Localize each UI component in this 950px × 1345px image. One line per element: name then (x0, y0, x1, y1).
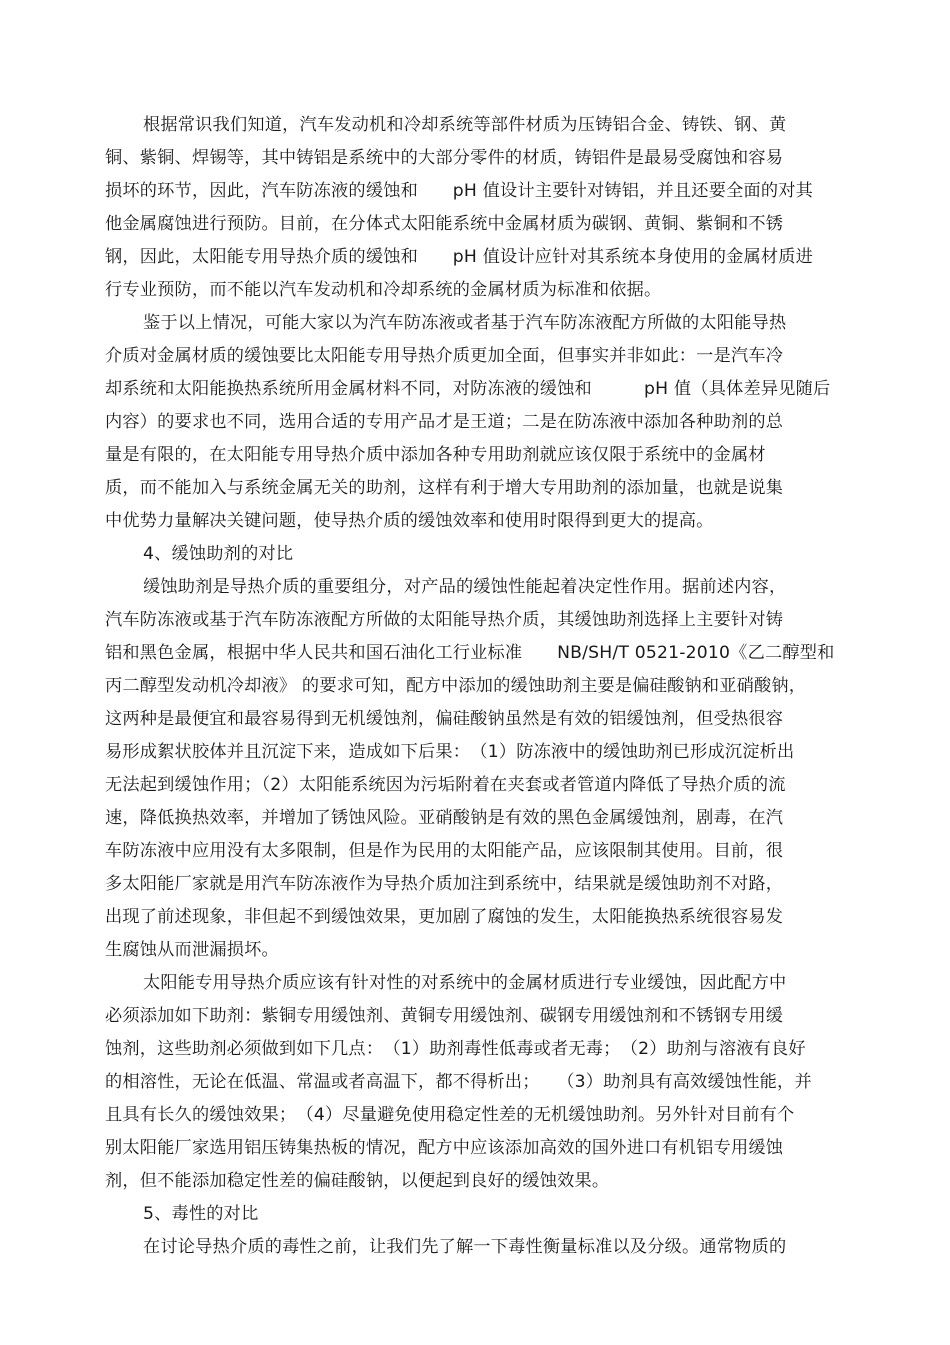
section-heading: 4、缓蚀助剂的对比 (143, 544, 294, 564)
text-line: 质，而不能加入与系统金属无关的助剂，这样有利于增大专用助剂的添加量，也就是说集 (105, 478, 784, 498)
text-line: 却系统和太阳能换热系统所用金属材料不同，对防冻液的缓蚀和 pH 值（具体差异见随后 (105, 379, 831, 399)
text-line: 缓蚀助剂是导热介质的重要组分，对产品的缓蚀性能起着决定性作用。据前述内容， (143, 577, 787, 597)
section-heading: 5、毒性的对比 (143, 1204, 259, 1224)
text-line: 速，降低换热效率，并增加了锈蚀风险。亚硝酸钠是有效的黑色金属缓蚀剂，剧毒，在汽 (105, 808, 784, 828)
text-line: 汽车防冻液或基于汽车防冻液配方所做的太阳能导热介质，其缓蚀助剂选择上主要针对铸 (105, 610, 784, 630)
text-line: 必须添加如下助剂：紫铜专用缓蚀剂、黄铜专用缓蚀剂、碳钢专用缓蚀剂和不锈钢专用缓 (105, 1006, 784, 1026)
text-line: 根据常识我们知道，汽车发动机和冷却系统等部件材质为压铸铝合金、铸铁、钢、黄 (143, 115, 787, 135)
text-line: 出现了前述现象，非但起不到缓蚀效果，更加剧了腐蚀的发生，太阳能换热系统很容易发 (105, 907, 784, 927)
text-line: 铝和黑色金属，根据中华人民共和国石油化工行业标准 NB/SH/T 0521-2010《乙二醇型和 (105, 643, 835, 663)
text-line: 行专业预防，而不能以汽车发动机和冷却系统的金属材质为标准和依据。 (105, 280, 662, 300)
text-line: 别太阳能厂家选用铝压铸集热板的情况，配方中应该添加高效的国外进口有机铝专用缓蚀 (105, 1138, 784, 1158)
text-line: 丙二醇型发动机冷却液》 的要求可知，配方中添加的缓蚀助剂主要是偏硅酸钠和亚硝酸钠， (105, 676, 807, 696)
text-line: 蚀剂，这些助剂必须做到如下几点： （1）助剂毒性低毒或者无毒； （2）助剂与溶液有良好 (105, 1039, 806, 1059)
text-line: 损坏的环节，因此，汽车防冻液的缓蚀和 pH 值设计主要针对铸铝，并且还要全面的对其 (105, 181, 814, 201)
text-line: 的相溶性，无论在低温、常温或者高温下，都不得析出； （3）助剂具有高效缓蚀性能，并 (105, 1072, 812, 1092)
text-line: 内容）的要求也不同，选用合适的专用产品才是王道；二是在防冻液中添加各种助剂的总 (105, 412, 784, 432)
text-line: 太阳能专用导热介质应该有针对性的对系统中的金属材质进行专业缓蚀，因此配方中 (143, 973, 787, 993)
text-line: 且具有长久的缓蚀效果； （4）尽量避免使用稳定性差的无机缓蚀助剂。另外针对目前有个 (105, 1105, 795, 1125)
text-line: 铜、紫铜、焊锡等，其中铸铝是系统中的大部分零件的材质，铸铝件是最易受腐蚀和容易 (105, 148, 784, 168)
text-line: 钢，因此，太阳能专用导热介质的缓蚀和 pH 值设计应针对其系统本身使用的金属材质进 (105, 247, 814, 267)
text-line: 中优势力量解决关键问题，使导热介质的缓蚀效率和使用时限得到更大的提高。 (105, 511, 714, 531)
text-line: 在讨论导热介质的毒性之前，让我们先了解一下毒性衡量标准以及分级。通常物质的 (143, 1237, 787, 1257)
text-line: 介质对金属材质的缓蚀要比太阳能专用导热介质更加全面，但事实并非如此：一是汽车冷 (105, 346, 784, 366)
text-line: 这两种是最便宜和最容易得到无机缓蚀剂，偏硅酸钠虽然是有效的铝缓蚀剂，但受热很容 (105, 709, 784, 729)
text-line: 剂，但不能添加稳定性差的偏硅酸钠，以便起到良好的缓蚀效果。 (105, 1171, 610, 1191)
text-line: 易形成絮状胶体并且沉淀下来，造成如下后果： （1）防冻液中的缓蚀助剂已形成沉淀析出 (105, 742, 795, 762)
text-line: 鉴于以上情况，可能大家以为汽车防冻液或者基于汽车防冻液配方所做的太阳能导热 (143, 313, 787, 333)
text-line: 量是有限的，在太阳能专用导热介质中添加各种专用助剂就应该仅限于系统中的金属材 (105, 445, 766, 465)
text-line: 无法起到缓蚀作用；（2）太阳能系统因为污垢附着在夹套或者管道内降低了导热介质的流 (105, 775, 786, 795)
text-line: 他金属腐蚀进行预防。目前，在分体式太阳能系统中金属材质为碳钢、黄铜、紫铜和不锈 (105, 214, 784, 234)
text-line: 车防冻液中应用没有太多限制，但是作为民用的太阳能产品，应该限制其使用。目前，很 (105, 841, 784, 861)
text-line: 生腐蚀从而泄漏损坏。 (105, 940, 279, 960)
text-line: 多太阳能厂家就是用汽车防冻液作为导热介质加注到系统中，结果就是缓蚀助剂不对路， (105, 874, 784, 894)
